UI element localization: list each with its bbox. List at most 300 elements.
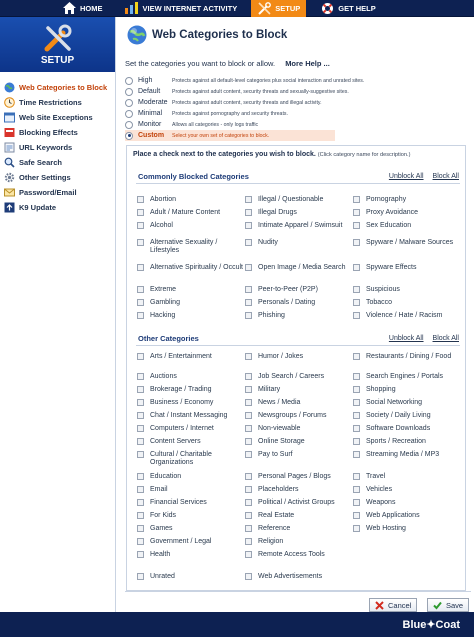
category-label[interactable]: Placeholders [258,486,299,493]
category-item[interactable] [353,399,462,407]
setup-tools-icon [41,23,75,53]
category-item[interactable] [353,425,462,433]
category-label[interactable]: Government / Legal [150,538,212,545]
category-item[interactable] [353,239,462,247]
category-checkbox[interactable] [353,425,360,432]
category-label[interactable]: Online Storage [258,438,305,445]
category-checkbox[interactable] [137,538,144,545]
sidebar-item-label: Blocking Effects [19,128,78,137]
nav-get-help-label: GET HELP [338,3,376,13]
category-label[interactable]: Personals / Dating [258,299,316,306]
checkmark-icon [433,601,442,610]
category-label[interactable]: Religion [258,538,284,545]
level-description: Select your own set of categories to block. [172,132,270,139]
category-item[interactable] [245,438,354,446]
category-label[interactable]: Content Servers [150,438,201,445]
category-label[interactable]: Reference [258,525,291,532]
category-checkbox[interactable] [137,473,144,480]
category-label[interactable]: Personal Pages / Blogs [258,473,331,480]
category-item[interactable] [353,286,462,294]
category-checkbox[interactable] [137,425,144,432]
category-item[interactable] [245,209,354,217]
category-checkbox[interactable] [353,525,360,532]
category-item[interactable] [137,312,246,320]
home-icon [62,1,76,15]
category-checkbox[interactable] [353,209,360,216]
category-item[interactable] [245,412,354,420]
magnifier-icon [4,157,15,168]
category-label[interactable]: Pornography [366,196,407,203]
category-label[interactable]: Job Search / Careers [258,373,325,380]
category-item[interactable] [137,373,246,381]
category-item[interactable] [245,299,354,307]
category-item[interactable] [137,573,246,581]
common-group-title: Commonly Blocked Categories [138,171,249,181]
common-group-links [380,173,459,180]
divider [136,345,460,346]
level-name: Monitor [138,121,162,128]
category-checkbox[interactable] [245,451,252,458]
category-label[interactable]: Extreme [150,286,177,293]
category-label[interactable]: Non-viewable [258,425,301,432]
clock-icon [4,97,15,108]
blocking-effects-icon [4,127,15,138]
category-checkbox[interactable] [137,525,144,532]
category-label[interactable]: News / Media [258,399,301,406]
unblock-all-other-link[interactable]: Unblock All [388,334,424,342]
category-label[interactable]: Business / Economy [150,399,214,406]
common-categories-grid [137,196,463,326]
nav-home[interactable] [56,0,109,17]
category-checkbox[interactable] [245,399,252,406]
category-label[interactable]: Email [150,486,168,493]
category-checkbox[interactable] [245,312,252,319]
gear-icon [4,172,15,183]
category-label[interactable]: Military [258,386,281,393]
block-all-common-link[interactable]: Block All [432,172,459,180]
category-checkbox[interactable] [245,299,252,306]
category-item[interactable] [353,386,462,394]
category-checkbox[interactable] [137,412,144,419]
tools-icon [257,1,271,15]
web-page-icon [4,112,15,123]
category-label[interactable]: Phishing [258,312,285,319]
level-name: Moderate [138,99,168,106]
category-checkbox[interactable] [245,525,252,532]
category-checkbox[interactable] [353,399,360,406]
category-label[interactable]: Illegal / Questionable [258,196,324,203]
category-item[interactable] [353,196,462,204]
category-item[interactable] [137,196,246,204]
level-monitor[interactable] [125,119,470,130]
category-label[interactable]: For Kids [150,512,177,519]
category-checkbox[interactable] [245,386,252,393]
category-label[interactable]: Spyware / Malware Sources [366,239,454,246]
category-item[interactable] [137,499,246,507]
category-label[interactable]: Real Estate [258,512,295,519]
category-item[interactable] [245,239,354,247]
category-checkbox[interactable] [137,222,144,229]
footer [0,612,474,637]
category-label[interactable]: Pay to Surf [258,451,293,458]
category-item[interactable] [245,264,354,272]
category-checkbox[interactable] [245,425,252,432]
block-all-other-link[interactable]: Block All [432,334,459,342]
level-minimal[interactable] [125,108,470,119]
category-item[interactable] [353,412,462,420]
sidebar-item-web-site-exceptions[interactable] [0,110,115,125]
sidebar-item-label: Web Categories to Block [19,83,108,92]
category-item[interactable] [137,399,246,407]
category-label[interactable]: Vehicles [366,486,393,493]
category-item[interactable] [353,486,462,494]
category-label[interactable]: Illegal Drugs [258,209,297,216]
category-checkbox[interactable] [353,222,360,229]
category-label[interactable]: Health [150,551,171,558]
sidebar-item-blocking-effects[interactable] [0,125,115,140]
sidebar-header [0,17,115,72]
category-label[interactable]: Brokerage / Trading [150,386,212,393]
category-checkbox[interactable] [353,299,360,306]
category-item[interactable] [353,473,462,481]
category-checkbox[interactable] [353,512,360,519]
category-label[interactable]: Unrated [150,573,175,580]
cancel-button[interactable] [369,598,417,612]
category-label[interactable]: Proxy Avoidance [366,209,419,216]
instruction-text: Place a check next to the categories you wish to block. [133,151,316,158]
other-categories-grid [137,353,463,583]
nav-home-label: HOME [80,3,103,13]
save-label: Save [446,600,464,610]
category-checkbox[interactable] [353,473,360,480]
category-checkbox[interactable] [245,551,252,558]
category-checkbox[interactable] [137,573,144,580]
category-item[interactable] [137,473,246,481]
category-checkbox[interactable] [245,499,252,506]
category-checkbox[interactable] [137,512,144,519]
category-checkbox[interactable] [245,486,252,493]
category-checkbox[interactable] [245,196,252,203]
category-label[interactable]: Games [150,525,173,532]
radio-moderate[interactable] [125,99,133,107]
category-checkbox[interactable] [353,486,360,493]
level-moderate[interactable] [125,97,470,108]
category-item[interactable] [245,573,354,581]
category-checkbox[interactable] [137,499,144,506]
category-item[interactable] [353,373,462,381]
category-item[interactable] [245,551,354,559]
category-checkbox[interactable] [137,299,144,306]
category-checkbox[interactable] [245,473,252,480]
category-checkbox[interactable] [137,264,144,271]
sidebar-item-time-restrictions[interactable] [0,95,115,110]
category-checkbox[interactable] [245,573,252,580]
other-group-header [127,332,465,344]
category-checkbox[interactable] [353,353,360,360]
category-label[interactable]: Adult / Mature Content [150,209,221,216]
level-description: Protects against all default-level categories plus social interaction and unrated sites. [172,77,365,84]
category-label[interactable]: Hacking [150,312,176,319]
category-checkbox[interactable] [137,196,144,203]
category-checkbox[interactable] [137,373,144,380]
radio-custom[interactable] [125,132,133,140]
divider [136,183,460,184]
level-description: Allows all categories - only logs traffic [172,121,259,128]
category-label[interactable]: Nudity [258,239,278,246]
sidebar-item-web-categories[interactable] [0,80,115,95]
category-checkbox[interactable] [353,451,360,458]
category-item[interactable] [245,451,354,459]
lifebuoy-icon [320,1,334,15]
category-label[interactable]: Chat / Instant Messaging [150,412,228,419]
page-header [127,25,287,45]
category-label[interactable]: Gambling [150,299,180,306]
category-checkbox[interactable] [245,222,252,229]
radio-monitor[interactable] [125,121,133,129]
category-item[interactable] [245,286,354,294]
category-checkbox[interactable] [353,264,360,271]
sidebar-title: SETUP [40,55,75,66]
sidebar-item-label: Safe Search [19,158,62,167]
category-item[interactable] [137,412,246,420]
category-item[interactable] [137,222,246,230]
category-item[interactable] [245,373,354,381]
category-label[interactable]: Tobacco [366,299,393,306]
globe-icon [4,82,15,93]
category-label[interactable]: Spyware Effects [366,264,417,271]
category-checkbox[interactable] [137,551,144,558]
category-item[interactable] [353,512,462,520]
category-label[interactable]: Software Downloads [366,425,431,432]
category-checkbox[interactable] [353,438,360,445]
level-name: Default [138,88,161,95]
category-checkbox[interactable] [353,499,360,506]
category-checkbox[interactable] [245,438,252,445]
category-checkbox[interactable] [137,438,144,445]
radio-default[interactable] [125,88,133,96]
category-checkbox[interactable] [137,486,144,493]
category-item[interactable] [353,353,462,361]
page-subtitle [125,59,330,68]
category-item[interactable] [245,196,354,204]
category-label[interactable]: Humor / Jokes [258,353,304,360]
category-label[interactable]: Remote Access Tools [258,551,325,558]
sidebar-item-label: Time Restrictions [19,98,82,107]
category-label[interactable]: Web Advertisements [258,573,323,580]
category-label[interactable]: Alternative Sexuality / Lifestyles [150,239,218,254]
category-item[interactable] [245,525,354,533]
category-item[interactable] [353,451,462,459]
custom-instruction [133,151,410,158]
category-item[interactable] [137,525,246,533]
category-label[interactable]: Open Image / Media Search [258,264,346,271]
category-label[interactable]: Social Networking [366,399,423,406]
category-label[interactable]: Intimate Apparel / Swimsuit [258,222,343,229]
category-item[interactable] [245,512,354,520]
category-item[interactable] [353,299,462,307]
category-item[interactable] [137,538,246,546]
category-label[interactable]: Weapons [366,499,396,506]
category-checkbox[interactable] [245,209,252,216]
category-label[interactable]: Computers / Internet [150,425,214,432]
category-checkbox[interactable] [245,239,252,246]
category-label[interactable]: Political / Activist Groups [258,499,335,506]
category-item[interactable] [137,286,246,294]
category-item[interactable] [137,438,246,446]
category-checkbox[interactable] [353,286,360,293]
category-label[interactable]: Newsgroups / Forums [258,412,327,419]
category-checkbox[interactable] [353,239,360,246]
category-checkbox[interactable] [353,412,360,419]
nav-setup-label: SETUP [275,3,301,13]
category-checkbox[interactable] [353,373,360,380]
category-label[interactable]: Travel [366,473,386,480]
nav-view-activity[interactable] [119,0,244,17]
level-default[interactable] [125,86,470,97]
divider [125,591,471,592]
category-label[interactable]: Abortion [150,196,177,203]
category-item[interactable] [353,209,462,217]
category-item[interactable] [353,438,462,446]
category-checkbox[interactable] [353,386,360,393]
category-label[interactable]: Alternative Spirituality / Occult [150,264,243,271]
category-item[interactable] [353,312,462,320]
radio-high[interactable] [125,77,133,85]
sidebar-item-password-email[interactable] [0,185,115,200]
sidebar-item-safe-search[interactable] [0,155,115,170]
category-checkbox[interactable] [245,353,252,360]
category-checkbox[interactable] [137,286,144,293]
nav-get-help[interactable] [314,0,382,17]
sidebar-item-url-keywords[interactable] [0,140,115,155]
category-checkbox[interactable] [245,412,252,419]
url-keywords-icon [4,142,15,153]
category-label[interactable]: Web Hosting [366,525,406,532]
top-nav [0,0,474,17]
category-checkbox[interactable] [353,312,360,319]
category-item[interactable] [137,486,246,494]
level-custom[interactable] [125,130,335,141]
cancel-label: Cancel [388,600,412,610]
category-label[interactable]: Alcohol [150,222,173,229]
category-checkbox[interactable] [137,353,144,360]
category-label[interactable]: Shopping [366,386,396,393]
category-checkbox[interactable] [137,399,144,406]
nav-view-activity-label: VIEW INTERNET ACTIVITY [142,3,238,13]
category-checkbox[interactable] [137,451,144,458]
level-name: Minimal [138,110,163,117]
other-group-links [380,335,459,342]
category-item[interactable] [245,312,354,320]
category-item[interactable] [137,386,246,394]
category-checkbox[interactable] [353,196,360,203]
category-item[interactable] [353,264,462,272]
category-checkbox[interactable] [245,264,252,271]
category-label[interactable]: Sex Education [366,222,412,229]
category-item[interactable] [137,425,246,433]
sidebar-item-label: URL Keywords [19,143,73,152]
level-name: Custom [138,132,165,139]
save-button[interactable] [427,598,469,612]
category-label[interactable]: Search Engines / Portals [366,373,444,380]
category-item[interactable] [245,473,354,481]
category-label[interactable]: Suspicious [366,286,400,293]
category-item[interactable] [137,209,246,217]
category-item[interactable] [245,353,354,361]
category-checkbox[interactable] [245,373,252,380]
category-label[interactable]: Violence / Hate / Racism [366,312,443,319]
common-group-header [127,170,465,182]
category-item[interactable] [245,386,354,394]
category-label[interactable]: Arts / Entertainment [150,353,212,360]
close-icon [375,601,384,610]
subtitle-text: Set the categories you want to block or allow. [125,59,276,68]
category-label[interactable]: Society / Daily Living [366,412,431,419]
category-label[interactable]: Peer-to-Peer (P2P) [258,286,318,293]
category-item[interactable] [353,499,462,507]
sidebar-menu [0,72,115,215]
category-label[interactable]: Restaurants / Dining / Food [366,353,452,360]
sidebar-item-other-settings[interactable] [0,170,115,185]
category-label[interactable]: Financial Services [150,499,207,506]
category-item[interactable] [353,222,462,230]
category-item[interactable] [137,353,246,361]
category-checkbox[interactable] [245,512,252,519]
activity-icon [125,1,139,15]
nav-setup[interactable] [251,0,306,17]
page-title: Web Categories to Block [152,29,288,41]
category-item[interactable] [137,299,246,307]
protection-level-group [125,75,470,141]
level-description: Protects against adult content, security threats and illegal activity. [172,99,322,106]
category-label[interactable]: Education [150,473,182,480]
category-checkbox[interactable] [245,538,252,545]
category-label[interactable]: Web Applications [366,512,420,519]
category-item[interactable] [245,538,354,546]
radio-minimal[interactable] [125,110,133,118]
category-item[interactable] [137,264,246,272]
category-checkbox[interactable] [137,386,144,393]
sidebar-item-label: Web Site Exceptions [19,113,93,122]
category-label[interactable]: Streaming Media / MP3 [366,451,440,458]
category-item[interactable] [137,551,246,559]
more-help-link[interactable]: More Help ... [285,59,330,68]
category-item[interactable] [245,486,354,494]
category-item[interactable] [137,451,246,467]
globe-icon [127,25,147,45]
category-item[interactable] [353,525,462,533]
sidebar-item-k9-update[interactable] [0,200,115,215]
category-checkbox[interactable] [137,312,144,319]
category-item[interactable] [245,399,354,407]
level-high[interactable] [125,75,470,86]
sidebar-item-label: Password/Email [19,188,77,197]
category-item[interactable] [137,239,246,255]
category-label[interactable]: Sports / Recreation [366,438,426,445]
unblock-all-common-link[interactable]: Unblock All [388,172,424,180]
level-name: High [138,77,153,84]
category-checkbox[interactable] [137,239,144,246]
category-item[interactable] [245,499,354,507]
category-label[interactable]: Cultural / Charitable Organizations [150,451,212,466]
category-checkbox[interactable] [137,209,144,216]
category-checkbox[interactable] [245,286,252,293]
other-group-title: Other Categories [138,333,199,343]
category-item[interactable] [137,512,246,520]
category-item[interactable] [245,222,354,230]
category-label[interactable]: Auctions [150,373,177,380]
category-item[interactable] [245,425,354,433]
